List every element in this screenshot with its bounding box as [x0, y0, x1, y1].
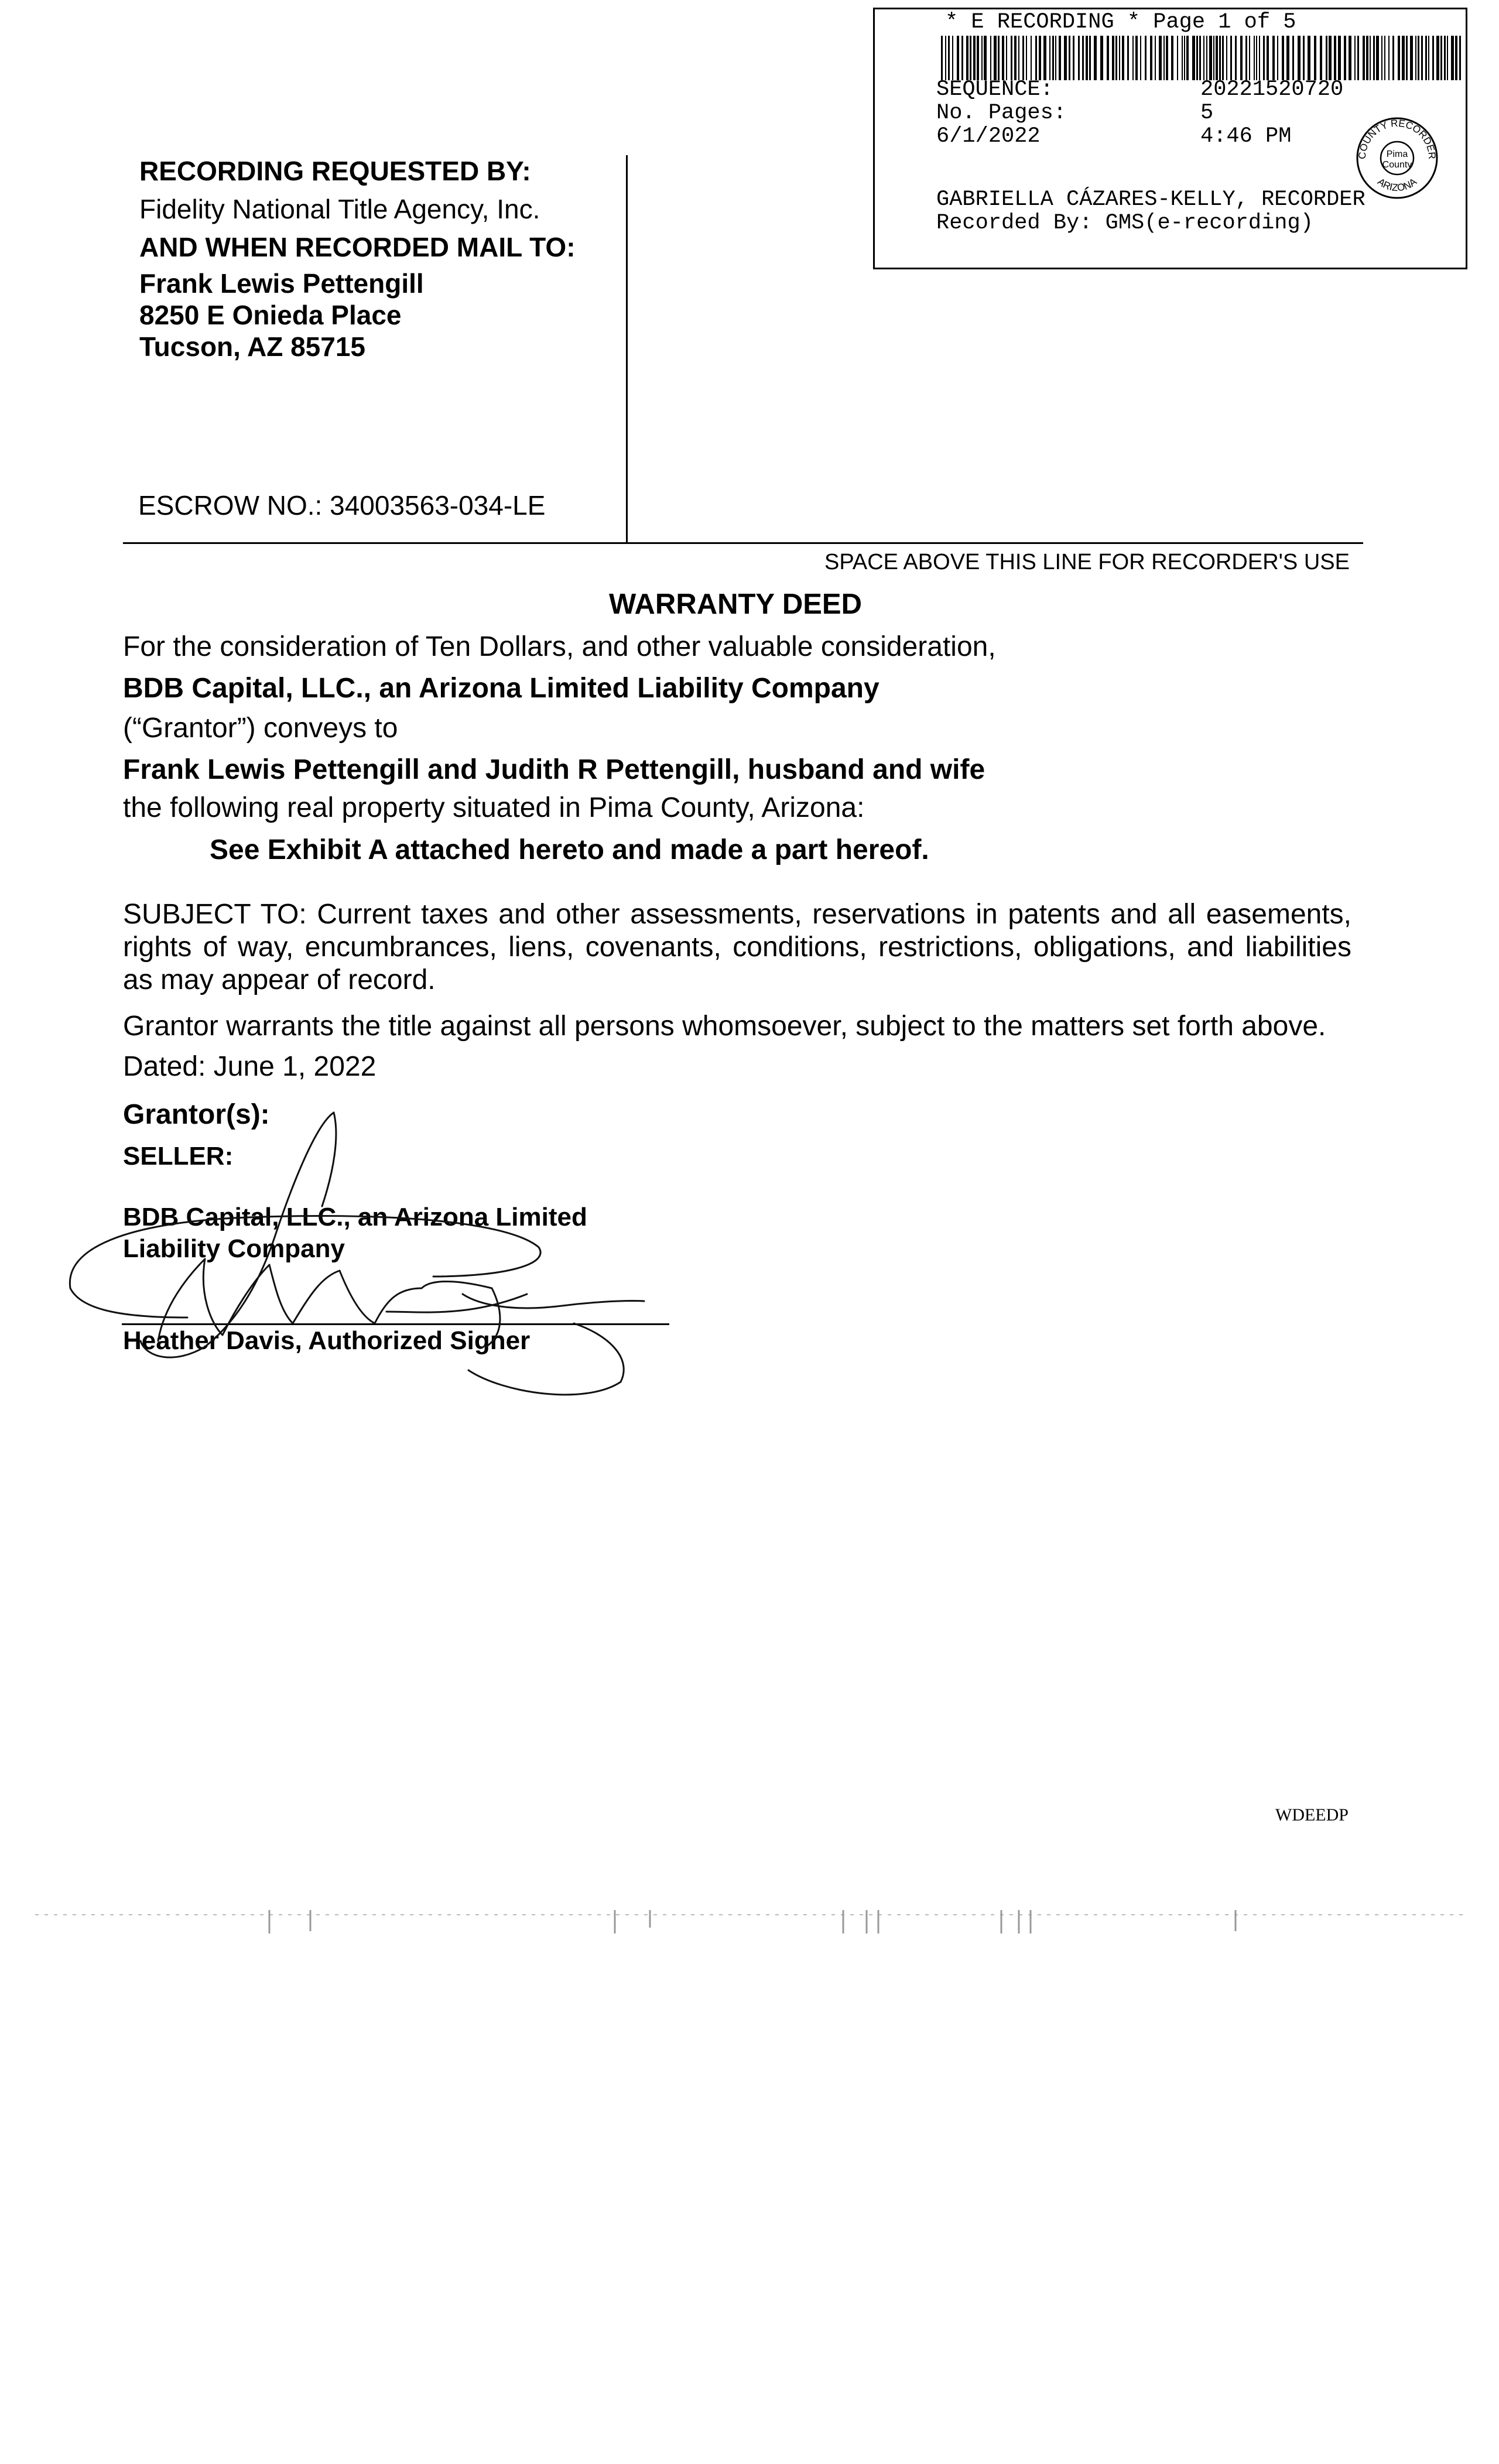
barcode-bar: [1455, 36, 1457, 80]
barcode-bar: [1334, 36, 1336, 80]
requested-by: Fidelity National Title Agency, Inc.: [139, 194, 540, 224]
barcode-bar: [1069, 36, 1070, 80]
barcode-bar: [1259, 36, 1260, 80]
barcode-bar: [1184, 36, 1185, 80]
seal-center-text-1: Pima: [1386, 149, 1408, 159]
barcode-bar: [1082, 36, 1084, 80]
barcode-bar: [1418, 36, 1419, 80]
barcode-bar: [1078, 36, 1080, 80]
form-code: WDEEDP: [1275, 1805, 1349, 1825]
barcode-bar: [1388, 36, 1390, 80]
barcode-bar: [1031, 36, 1032, 80]
barcode-bar: [973, 36, 976, 80]
barcode-bar: [1230, 36, 1232, 80]
barcode-bar: [1132, 36, 1134, 80]
escrow-number: ESCROW NO.: 34003563-034-LE: [138, 490, 546, 521]
barcode-bar: [1286, 36, 1289, 80]
barcode-bar: [1140, 36, 1141, 80]
pages-label: No. Pages:: [936, 101, 1067, 125]
barcode-bar: [1206, 36, 1207, 80]
sequence-label: SEQUENCE:: [936, 77, 1053, 102]
barcode-bar: [1166, 36, 1168, 80]
barcode-bar: [1006, 36, 1007, 80]
barcode-bar: [1428, 36, 1429, 80]
barcode-bar: [1263, 36, 1265, 80]
barcode-bar: [1163, 36, 1165, 80]
barcode-bar: [1122, 36, 1124, 80]
recording-date: 6/1/2022: [936, 124, 1041, 149]
barcode-bar: [1150, 36, 1152, 80]
barcode-bar: [945, 36, 946, 80]
barcode-bar: [961, 36, 963, 80]
barcode-bar: [970, 36, 971, 80]
seal-bottom-text: ARIZONA: [1375, 176, 1419, 194]
recorder-name: GABRIELLA CÁZARES-KELLY, RECORDER: [936, 187, 1365, 212]
company-line-1: BDB Capital, LLC., an Arizona Limited: [123, 1203, 587, 1231]
barcode-bar: [952, 36, 953, 80]
barcode-bar: [984, 36, 987, 80]
barcode-bar: [1282, 36, 1284, 80]
barcode-bar: [1366, 36, 1368, 80]
barcode-bar: [1447, 36, 1448, 80]
recording-time: 4:46 PM: [1200, 124, 1292, 149]
barcode-bar: [1249, 36, 1250, 80]
barcode-bar: [1363, 36, 1365, 80]
barcode-bar: [1043, 36, 1046, 80]
header-divider-vertical: [626, 155, 628, 543]
barcode-bar: [1240, 36, 1243, 80]
barcode-bar: [1112, 36, 1114, 80]
barcode-bar: [1277, 36, 1278, 80]
barcode-bar: [1203, 36, 1204, 80]
barcode-bar: [1421, 36, 1423, 80]
barcode-bar: [1155, 36, 1156, 80]
barcode-bar: [1344, 36, 1346, 80]
mail-city: Tucson, AZ 85715: [139, 331, 366, 362]
barcode-bar: [1226, 36, 1227, 80]
conveys-text: (“Grantor”) conveys to: [123, 713, 398, 744]
grantor-name: BDB Capital, LLC., an Arizona Limited Liability Company: [123, 673, 879, 704]
barcode-bar: [1127, 36, 1129, 80]
recorded-by: Recorded By: GMS(e-recording): [936, 211, 1313, 235]
barcode-bar: [1376, 36, 1379, 80]
seller-label: SELLER:: [123, 1142, 234, 1171]
barcode-bar: [1145, 36, 1147, 80]
barcode-bar: [1338, 36, 1341, 80]
mail-to-label: AND WHEN RECORDED MAIL TO:: [139, 232, 576, 262]
barcode-bar: [1349, 36, 1351, 80]
barcode-bar: [1135, 36, 1138, 80]
barcode-bar: [1073, 36, 1074, 80]
barcode-bar: [1192, 36, 1195, 80]
mail-name: Frank Lewis Pettengill: [139, 268, 424, 299]
consideration: For the consideration of Ten Dollars, and other valuable consideration,: [123, 631, 996, 662]
barcode-bar: [1235, 36, 1237, 80]
grantors-label: Grantor(s):: [123, 1099, 270, 1130]
barcode-bar: [1055, 36, 1056, 80]
barcode-bar: [1459, 36, 1461, 80]
barcode-bar: [1115, 36, 1117, 80]
company-line-2: Liability Company: [123, 1234, 345, 1263]
barcode-bar: [1392, 36, 1394, 80]
barcode-bar: [1219, 36, 1221, 80]
requested-by-label: RECORDING REQUESTED BY:: [139, 156, 531, 186]
barcode-bar: [1119, 36, 1120, 80]
seal-top-text: COUNTY RECORDER: [1356, 117, 1438, 160]
barcode-bar: [1398, 36, 1400, 80]
barcode-bar: [1213, 36, 1214, 80]
barcode-bar: [1292, 36, 1294, 80]
barcode-bar: [1064, 36, 1067, 80]
barcode-bar: [1199, 36, 1201, 80]
barcode-bar: [1425, 36, 1427, 80]
barcode-bar: [1256, 36, 1257, 80]
barcode-bar: [1451, 36, 1454, 80]
barcode-bar: [1196, 36, 1198, 80]
barcode-bar: [994, 36, 997, 80]
barcode-bar: [1222, 36, 1224, 80]
barcode-bar: [1186, 36, 1189, 80]
barcode-bar: [1410, 36, 1413, 80]
barcode-bar: [1022, 36, 1024, 80]
scan-artifact-line: [35, 1910, 1464, 1939]
barcode-bar: [1402, 36, 1405, 80]
barcode-bar: [1329, 36, 1332, 80]
barcode-bar: [1298, 36, 1300, 80]
recorder-use-note: SPACE ABOVE THIS LINE FOR RECORDER'S USE: [824, 550, 1350, 574]
barcode-bar: [1216, 36, 1218, 80]
dated: Dated: June 1, 2022: [123, 1051, 377, 1082]
barcode-bar: [1370, 36, 1371, 80]
handwritten-signature: [59, 1101, 679, 1411]
barcode-bar: [1440, 36, 1442, 80]
barcode: [941, 36, 1462, 80]
barcode-bar: [1308, 36, 1310, 80]
barcode-bar: [981, 36, 983, 80]
barcode-bar: [1432, 36, 1434, 80]
barcode-bar: [966, 36, 968, 80]
barcode-bar: [1014, 36, 1017, 80]
barcode-bar: [1052, 36, 1054, 80]
barcode-bar: [1209, 36, 1212, 80]
barcode-bar: [1354, 36, 1356, 80]
barcode-bar: [1059, 36, 1061, 80]
barcode-bar: [1326, 36, 1327, 80]
barcode-bar: [1100, 36, 1103, 80]
barcode-bar: [1415, 36, 1416, 80]
grantee-name: Frank Lewis Pettengill and Judith R Pettengill, husband and wife: [123, 754, 985, 785]
deed-title: WARRANTY DEED: [609, 588, 862, 620]
barcode-bar: [1094, 36, 1097, 80]
barcode-bar: [1267, 36, 1269, 80]
barcode-bar: [1086, 36, 1088, 80]
exhibit-reference: See Exhibit A attached hereto and made a part hereof.: [210, 834, 929, 865]
recorder-use-line: [123, 542, 1363, 544]
barcode-bar: [1381, 36, 1382, 80]
barcode-bar: [1182, 36, 1183, 80]
barcode-bar: [1314, 36, 1316, 80]
county-recorder-seal: [1354, 115, 1440, 201]
barcode-bar: [941, 36, 943, 80]
recording-stamp: [873, 8, 1467, 269]
barcode-bar: [1444, 36, 1446, 80]
barcode-bar: [957, 36, 959, 80]
barcode-bar: [998, 36, 1000, 80]
seal-center-text-2: County: [1382, 160, 1412, 170]
barcode-bar: [1177, 36, 1178, 80]
barcode-bar: [948, 36, 950, 80]
barcode-bar: [1171, 36, 1173, 80]
mail-street: 8250 E Onieda Place: [139, 300, 402, 330]
stamp-header: * E RECORDING * Page 1 of 5: [945, 10, 1296, 35]
barcode-bar: [1303, 36, 1305, 80]
barcode-bar: [1035, 36, 1037, 80]
barcode-bar: [1159, 36, 1162, 80]
barcode-bar: [1011, 36, 1012, 80]
barcode-bar: [1384, 36, 1385, 80]
barcode-bar: [1026, 36, 1027, 80]
pages-value: 5: [1200, 101, 1214, 125]
barcode-bar: [1357, 36, 1359, 80]
barcode-bar: [1436, 36, 1439, 80]
signer-name: Heather Davis, Authorized Signer: [123, 1326, 531, 1355]
barcode-bar: [990, 36, 991, 80]
barcode-bar: [1039, 36, 1041, 80]
barcode-bar: [1245, 36, 1247, 80]
barcode-bar: [1089, 36, 1091, 80]
barcode-bar: [1373, 36, 1375, 80]
barcode-bar: [1049, 36, 1050, 80]
subject-to-clause: SUBJECT TO: Current taxes and other assessments, reservations in patents and all easements, rights of way, encumbrances, liens, covenants, conditions, restrictions, obligations, and liabilities as may appear of record.: [123, 899, 1351, 995]
barcode-bar: [1002, 36, 1004, 80]
barcode-bar: [1107, 36, 1109, 80]
warranty-clause: Grantor warrants the title against all persons whomsoever, subject to the matters set forth above.: [123, 1011, 1326, 1042]
barcode-bar: [1254, 36, 1255, 80]
barcode-bar: [1018, 36, 1019, 80]
sequence-value: 20221520720: [1200, 77, 1344, 102]
barcode-bar: [977, 36, 979, 80]
barcode-bar: [1320, 36, 1322, 80]
svg-text:ARIZONA: [1375, 176, 1419, 193]
barcode-bar: [1406, 36, 1408, 80]
barcode-bar: [1272, 36, 1275, 80]
property-location: the following real property situated in Pima County, Arizona:: [123, 792, 865, 823]
